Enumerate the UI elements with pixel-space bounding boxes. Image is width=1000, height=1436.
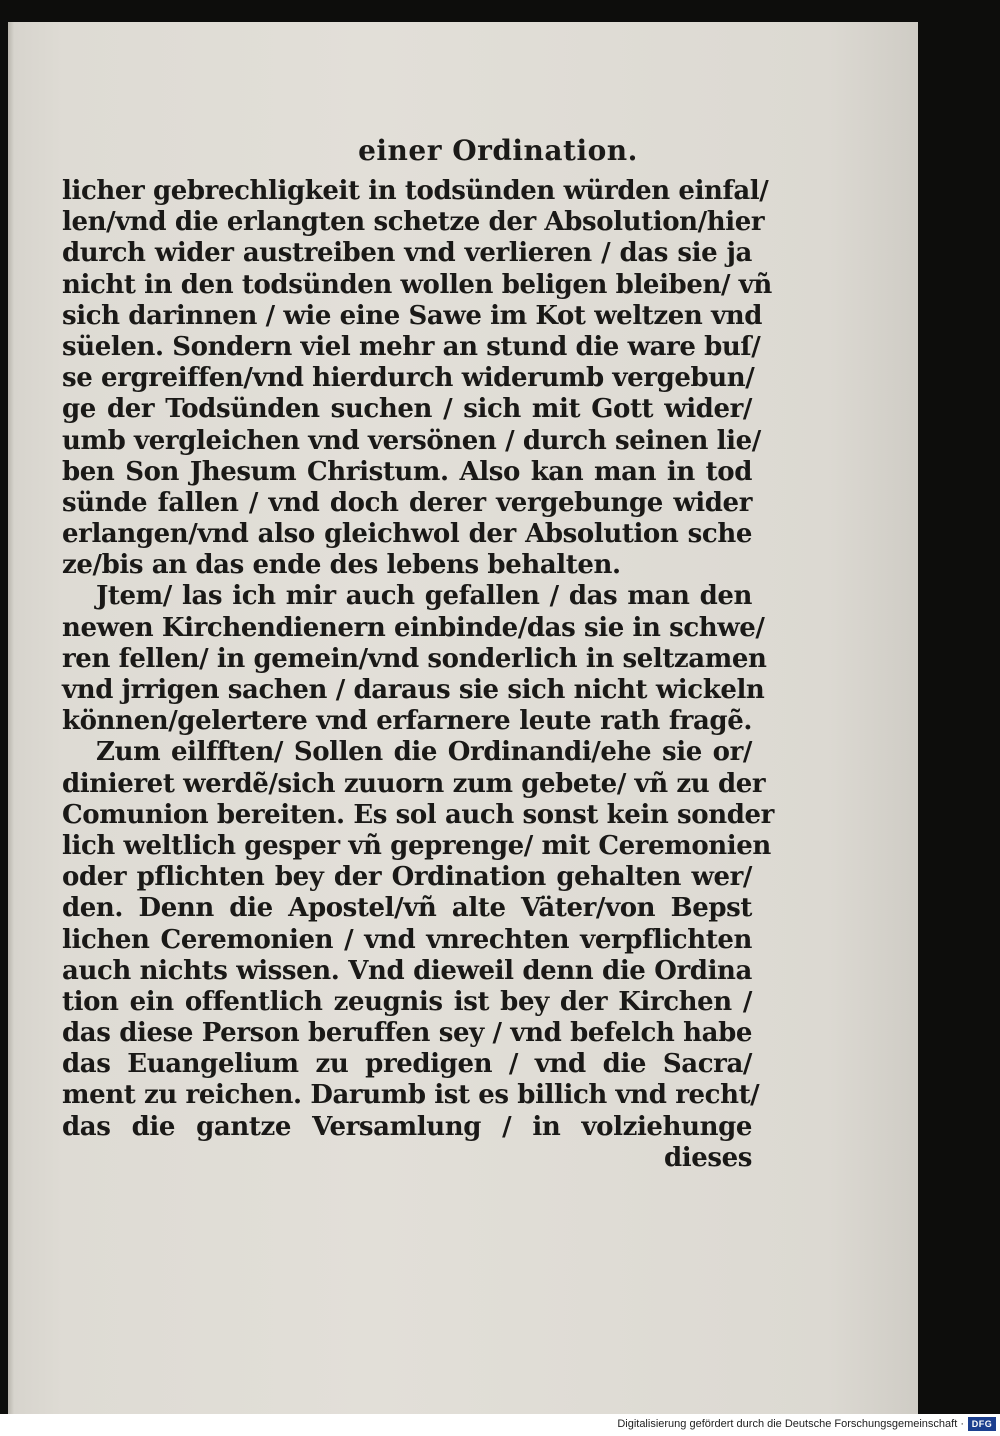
text-line: ge der Todsünden suchen / sich mit Gott wider/ <box>62 394 752 425</box>
catchword: dieses <box>663 1142 752 1173</box>
text-line: Comunion bereiten. Es sol auch sonst kein sonder <box>62 799 774 830</box>
text-line: sich darinnen / wie eine Sawe im Kot weltzen vnd <box>62 300 763 331</box>
text-line: dinieret werdẽ/sich zuuorn zum gebete/ vñ zu der <box>62 768 766 799</box>
text-line: ment zu reichen. Darumb ist es billich vnd recht/ <box>62 1080 760 1111</box>
text-line: süelen. Sondern viel mehr an stund die ware buſ/ <box>62 331 761 362</box>
text-line: lich weltlich gesper vñ geprenge/ mit Ceremonien <box>62 830 771 861</box>
dfg-logo-icon[interactable]: DFG <box>968 1417 996 1431</box>
text-line: lichen Ceremonien / vnd vnrechten verpflichten <box>62 924 752 955</box>
text-line: auch nichts wissen. Vnd dieweil denn die Ordina <box>62 955 752 986</box>
text-line: len/vnd die erlangten schetze der Absolution/hier <box>62 207 765 238</box>
text-line: ben Son Jhesum Christum. Also kan man in tod <box>62 456 752 487</box>
text-line: vnd jrrigen sachen / daraus sie sich nicht wickeln <box>62 675 765 705</box>
text-line: das diese Person beruffen sey / vnd befelch habe <box>62 1018 752 1049</box>
text-line: oder pflichten bey der Ordination gehalten wer/ <box>62 862 752 893</box>
text-line: erlangen/vnd also gleichwol der Absolution sche <box>62 519 752 550</box>
body-text <box>62 176 774 1174</box>
text-line: umb vergleichen vnd versönen / durch seinen lie/ <box>62 425 761 456</box>
text-line: sünde fallen / vnd doch derer vergebunge wider <box>62 487 752 518</box>
book-page <box>8 22 918 1414</box>
text-line: tion ein offentlich zeugnis ist bey der Kirchen / <box>62 986 752 1017</box>
text-line: können/gelertere vnd erfarnere leute rath fragẽ. <box>62 706 752 737</box>
text-line: das die gantze Versamlung / in volziehunge <box>62 1111 752 1142</box>
footer-bar <box>0 1414 1000 1436</box>
text-line: ze/bis an das ende des lebens behalten. <box>62 550 621 581</box>
text-line: nicht in den todsünden wollen beligen bleiben/ vñ <box>62 269 772 300</box>
text-line: newen Kirchendienern einbinde/das sie in schwe/ <box>62 612 765 643</box>
text-line: durch wider austreiben vnd verlieren / das sie ja <box>62 238 752 269</box>
text-line: ren fellen/ in gemein/vnd sonderlich in seltzamen <box>62 643 767 674</box>
funding-note: Digitalisierung gefördert durch die Deutsche Forschungsgemeinschaft · <box>617 1418 964 1430</box>
text-line: se ergreiffen/vnd hierdurch widerumb vergebun/ <box>62 363 755 394</box>
text-line: den. Denn die Apostel/vñ alte Väter/von Bepst <box>62 893 752 924</box>
text-line: Jtem/ las ich mir auch gefallen / das man den <box>96 581 752 612</box>
running-head: einer Ordination. <box>358 134 638 167</box>
text-line: das Euangelium zu predigen / vnd die Sacra/ <box>62 1049 752 1080</box>
text-line: licher gebrechligkeit in todsünden würden einfal/ <box>62 176 769 206</box>
text-line: Zum eilfften/ Sollen die Ordinandi/ehe sie or/ <box>96 737 752 768</box>
